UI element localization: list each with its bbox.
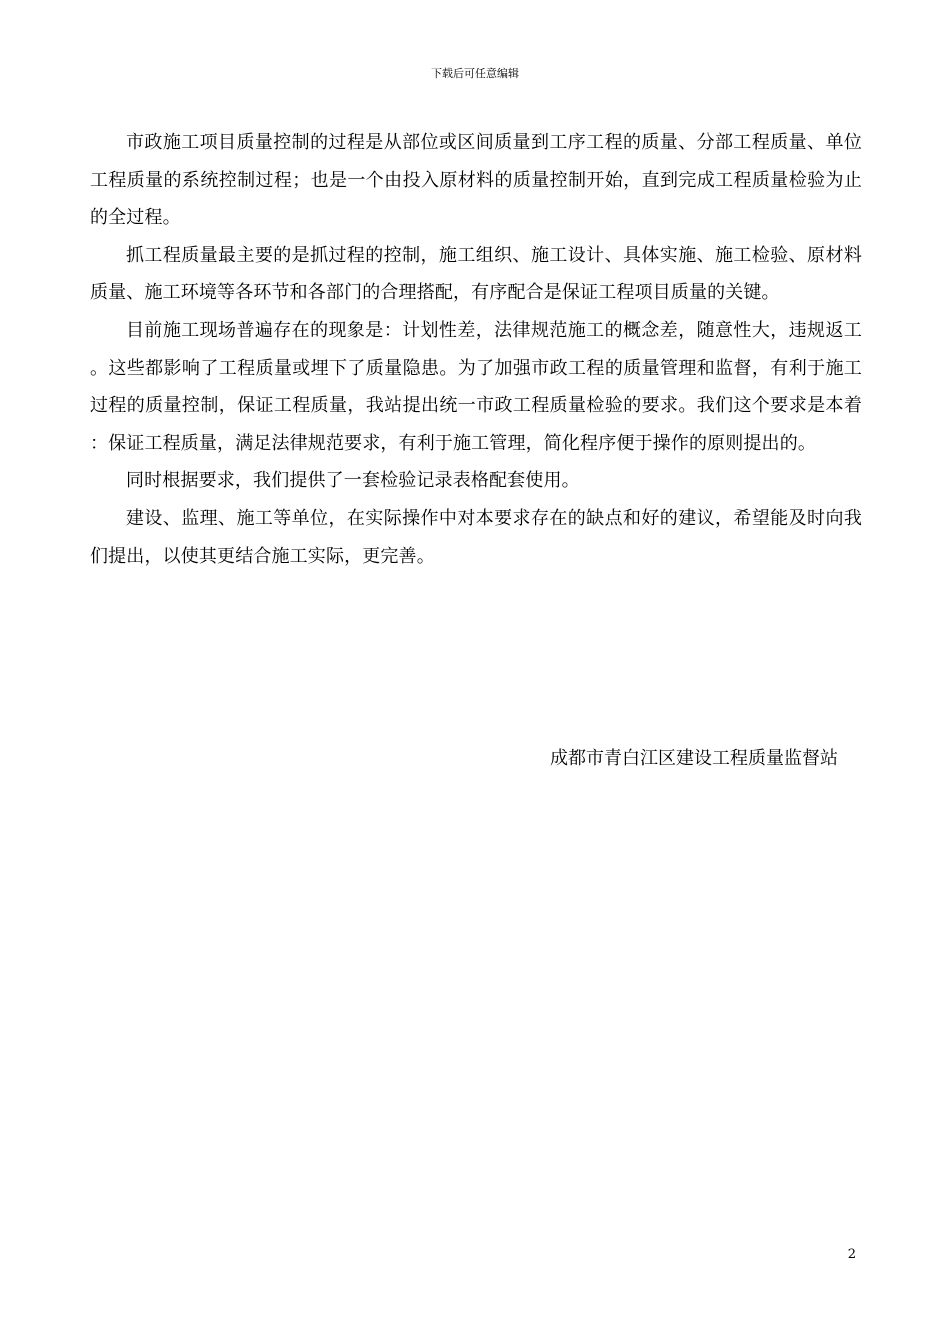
paragraph-quality-control-process: 市政施工项目质量控制的过程是从部位或区间质量到工序工程的质量、分部工程质量、单位工程质量的系统控制过程；也是一个由投入原材料的质量控制开始，直到完成工程质量检验为止的全过程。 xyxy=(90,132,862,229)
header-note: 下载后可任意编辑 xyxy=(431,67,519,80)
document-body xyxy=(90,124,862,575)
paragraph-site-issues: 目前施工现场普遍存在的现象是：计划性差，法律规范施工的概念差，随意性大，违规返工。这些都影响了工程质量或埋下了质量隐患。为了加强市政工程的质量管理和监督，有利于施工过程的质量控制，保证工程质量，我站提出统一市政工程质量检验的要求。我们这个要求是本着：保证工程质量，满足法律规范要求，有利于施工管理，简化程序便于操作的原则提出的。 xyxy=(90,319,862,454)
paragraph-feedback: 建设、监理、施工等单位，在实际操作中对本要求存在的缺点和好的建议，希望能及时向我们提出，以使其更结合施工实际，更完善。 xyxy=(90,507,862,567)
paragraph-record-forms: 同时根据要求，我们提供了一套检验记录表格配套使用。 xyxy=(126,470,580,492)
paragraph-process-control: 抓工程质量最主要的是抓过程的控制，施工组织、施工设计、具体实施、施工检验、原材料质量、施工环境等各环节和各部门的合理搭配，有序配合是保证工程项目质量的关键。 xyxy=(90,244,862,304)
page-number: 2 xyxy=(847,1247,856,1262)
signature-organization: 成都市青白江区建设工程质量监督站 xyxy=(550,748,838,769)
